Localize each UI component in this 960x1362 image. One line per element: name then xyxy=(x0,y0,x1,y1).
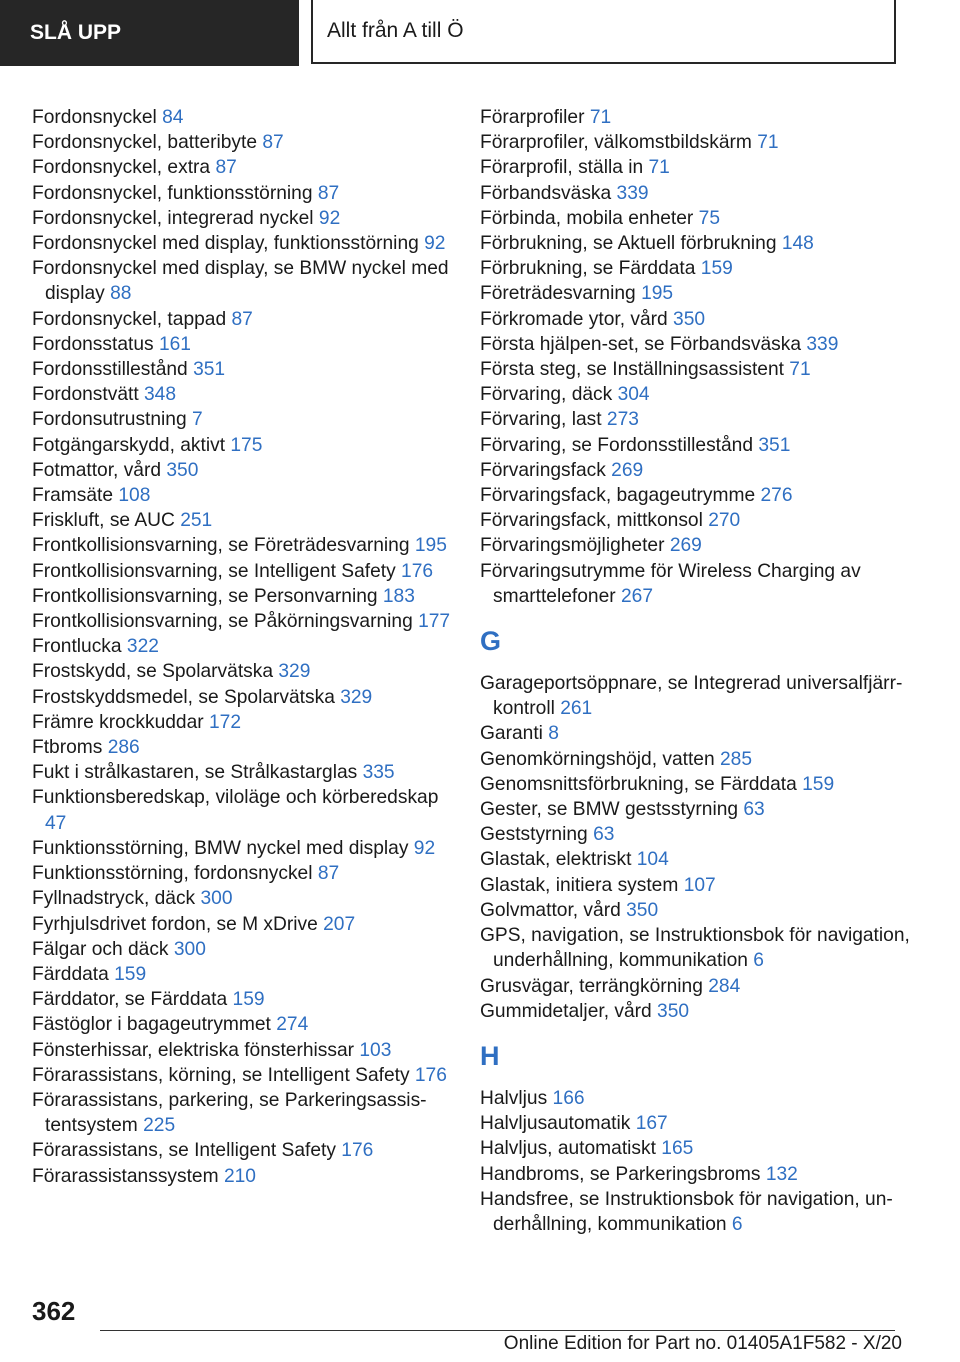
index-entry-text: Fyrhjulsdrivet fordon, se M xDrive xyxy=(32,913,318,935)
index-entry xyxy=(480,1136,920,1161)
index-entry-text: Förvaring, däck xyxy=(480,384,613,406)
page-link[interactable]: 108 xyxy=(118,485,151,507)
index-column-left xyxy=(32,105,452,1189)
page-link[interactable]: 161 xyxy=(158,333,191,355)
index-entry-text: Fukt i strålkastaren, se Strålkastarglas xyxy=(32,762,358,784)
edition-footer: Online Edition for Part no. 01405A1F582 - X/20 xyxy=(503,1333,902,1354)
index-entry-text: Främre krockkuddar xyxy=(32,711,204,733)
index-entry-text: Halvljusautomatik xyxy=(480,1113,631,1135)
page-link[interactable]: 284 xyxy=(708,975,741,997)
section-letter-h: H xyxy=(480,1040,500,1071)
page-link[interactable]: 92 xyxy=(424,233,446,255)
page-link[interactable]: 132 xyxy=(765,1163,798,1185)
index-entry-text: Genomkörningshöjd, vatten xyxy=(480,748,715,770)
index-entry-text: Fönsterhissar, elektriska fönsterhissar xyxy=(32,1039,355,1061)
index-entry xyxy=(32,912,452,937)
index-entry-text: Förarprofiler, välkomstbildskärm xyxy=(480,132,752,154)
index-entry-text: Fordonstvätt xyxy=(32,384,139,406)
index-entry xyxy=(32,634,452,659)
index-entry xyxy=(480,256,920,281)
index-entry xyxy=(480,458,920,483)
page-link[interactable]: 47 xyxy=(45,812,67,834)
index-entry xyxy=(480,281,920,306)
index-entry-text: Fästöglor i bagageutrymmet xyxy=(32,1014,271,1036)
page-link[interactable]: 6 xyxy=(731,1213,743,1235)
index-entry xyxy=(480,130,920,155)
index-entry xyxy=(32,155,452,180)
index-entry xyxy=(480,1111,920,1136)
index-entry xyxy=(32,256,452,306)
index-entry-text: Fordonsnyckel med display, funktionsstörning xyxy=(32,233,419,255)
index-entry xyxy=(32,105,452,130)
index-entry-text: Golvmattor, vård xyxy=(480,899,621,921)
page-link[interactable]: 210 xyxy=(223,1165,256,1187)
index-entry-text: Frontkollisionsvarning, se Påkörningsvarning xyxy=(32,611,413,633)
index-entry xyxy=(32,307,452,332)
index-entry-text: Framsäte xyxy=(32,485,114,507)
index-entry-text: Funktionsstörning, fordonsnyckel xyxy=(32,863,313,885)
index-entry-text: Förvaringsfack, mittkonsol xyxy=(480,510,703,532)
index-entry-text: Förvaringsmöjligheter xyxy=(480,535,665,557)
index-entry xyxy=(32,1012,452,1037)
index-entry xyxy=(32,609,452,634)
page-link[interactable]: 300 xyxy=(200,888,233,910)
index-entry-text: Fordonsutrustning xyxy=(32,409,187,431)
index-entry xyxy=(480,671,920,721)
index-entry-text: Fordonsnyckel, extra xyxy=(32,157,211,179)
page-link[interactable]: 6 xyxy=(753,950,764,972)
index-entry-text: Fordonsnyckel, funktionsstörning xyxy=(32,182,313,204)
index-entry xyxy=(32,508,452,533)
index-entry xyxy=(32,861,452,886)
page-number: 362 xyxy=(32,1296,76,1326)
index-entry-text: Fotgängarskydd, aktivt xyxy=(32,434,226,456)
index-entry-text: Frontlucka xyxy=(32,636,122,658)
index-entry-text: Förarassistans, se Intelligent Safety xyxy=(32,1140,336,1162)
index-entry-text: Ftbroms xyxy=(32,737,103,759)
index-entry xyxy=(480,433,920,458)
page-link[interactable]: 350 xyxy=(626,899,659,921)
index-entry xyxy=(32,533,452,558)
index-entry xyxy=(480,332,920,357)
index-entry xyxy=(480,407,920,432)
index-column-right xyxy=(480,105,920,1237)
index-entry xyxy=(32,685,452,710)
index-entry-text: Frontkollisionsvarning, se Personvarning xyxy=(32,585,378,607)
index-entry xyxy=(32,382,452,407)
index-entry xyxy=(32,357,452,382)
index-entry xyxy=(480,231,920,256)
page-link[interactable]: 8 xyxy=(548,723,559,745)
index-entry-text: Gummidetaljer, vård xyxy=(480,1000,652,1022)
index-entry xyxy=(480,181,920,206)
page-link[interactable]: 104 xyxy=(636,849,669,871)
page-link[interactable]: 273 xyxy=(606,409,639,431)
index-entry-text: Fordonsnyckel xyxy=(32,107,157,128)
page-link[interactable]: 176 xyxy=(401,560,434,582)
index-entry xyxy=(32,785,452,835)
page-link[interactable]: 207 xyxy=(323,913,356,935)
index-entry xyxy=(480,923,920,973)
index-entry-text: Första hjälpen-set, se Förbandsväska xyxy=(480,333,802,355)
index-entry-text: Geststyrning xyxy=(480,824,588,846)
index-entry-text: Handsfree, se Instruktionsbok för navigation, underhållning, kommunikation xyxy=(480,1188,893,1235)
page-link[interactable]: 339 xyxy=(616,182,649,204)
index-entry-text: Handbroms, se Parkeringsbroms xyxy=(480,1163,761,1185)
page-link[interactable]: 87 xyxy=(262,132,284,154)
page-link[interactable]: 88 xyxy=(110,283,132,305)
index-entry xyxy=(480,873,920,898)
index-entry-text: Förbrukning, se Färddata xyxy=(480,258,696,280)
index-entry xyxy=(480,847,920,872)
page-link[interactable]: 84 xyxy=(162,107,184,128)
index-entry-text: Frostskyddsmedel, se Spolarvätska xyxy=(32,686,335,708)
index-entry-text: Förbrukning, se Aktuell förbrukning xyxy=(480,233,777,255)
index-entry xyxy=(480,155,920,180)
index-entry xyxy=(480,307,920,332)
index-entry xyxy=(480,105,920,130)
index-entry-text: Förbinda, mobila enheter xyxy=(480,207,694,229)
index-entry xyxy=(480,898,920,923)
index-entry xyxy=(32,760,452,785)
page-link[interactable]: 159 xyxy=(700,258,733,280)
index-entry xyxy=(480,382,920,407)
index-entry xyxy=(480,483,920,508)
index-entry xyxy=(32,1038,452,1063)
index-entry xyxy=(480,772,920,797)
index-entry-text: Förarprofil, ställa in xyxy=(480,157,644,179)
index-entry xyxy=(480,206,920,231)
page-link[interactable]: 71 xyxy=(589,107,612,128)
index-group-g xyxy=(480,671,920,1024)
index-entry-text: Första steg, se Inställningsassistent xyxy=(480,359,784,381)
index-entry-text: Fotmattor, vård xyxy=(32,459,162,481)
page-link[interactable]: 63 xyxy=(743,799,765,821)
index-entry xyxy=(480,1086,920,1111)
index-entry-text: Förarassistanssystem xyxy=(32,1165,219,1187)
index-entry xyxy=(32,886,452,911)
page-link[interactable]: 351 xyxy=(193,359,226,381)
index-entry xyxy=(32,584,452,609)
index-entry xyxy=(32,1164,452,1189)
index-entry-text: Förvaringsutrymme för Wireless Charging av smarttelefoner xyxy=(480,560,861,607)
page-link[interactable]: 159 xyxy=(232,989,265,1011)
page-link[interactable]: 92 xyxy=(413,837,436,859)
page-link[interactable]: 175 xyxy=(230,434,263,456)
index-entry xyxy=(32,206,452,231)
page-link[interactable]: 71 xyxy=(789,359,811,381)
index-entry xyxy=(32,987,452,1012)
page-link[interactable]: 335 xyxy=(362,762,395,784)
section-letter-g: G xyxy=(480,626,502,657)
index-entry-text: Fordonsstillestånd xyxy=(32,359,188,381)
page-link[interactable]: 183 xyxy=(382,585,415,607)
index-entry xyxy=(32,332,452,357)
index-entry xyxy=(32,1088,452,1138)
index-group-h xyxy=(480,1086,920,1237)
index-entry xyxy=(480,721,920,746)
index-entry xyxy=(32,407,452,432)
page-link[interactable]: 269 xyxy=(611,459,644,481)
index-entry-text: Färddator, se Färddata xyxy=(32,989,228,1011)
index-entry xyxy=(32,1138,452,1163)
index-entry xyxy=(32,433,452,458)
index-entry xyxy=(32,735,452,760)
index-entry xyxy=(480,508,920,533)
page-link[interactable]: 87 xyxy=(231,308,253,330)
index-entry xyxy=(480,797,920,822)
page-link[interactable]: 350 xyxy=(657,1000,690,1022)
index-entry-text: Företrädesvarning xyxy=(480,283,636,305)
index-entry-text: Förvaring, last xyxy=(480,409,602,431)
index-entry-text: Friskluft, se AUC xyxy=(32,510,175,532)
page-link[interactable]: 267 xyxy=(620,585,653,607)
page-link[interactable]: 251 xyxy=(180,510,213,532)
index-entry-text: Förbandsväska xyxy=(480,182,612,204)
index-entry xyxy=(32,559,452,584)
index-entry-text: Fordonsnyckel, batteribyte xyxy=(32,132,258,154)
page-link[interactable]: 165 xyxy=(661,1138,694,1160)
index-entry-text: Förvaring, se Fordonsstillestånd xyxy=(480,434,754,456)
index-entry xyxy=(32,710,452,735)
index-entry-text: Fordonsnyckel, integrerad nyckel xyxy=(32,207,314,229)
index-entry-text: Förarassistans, parkering, se Parkeringsassistentsystem xyxy=(32,1089,427,1137)
index-entry-text: Fyllnadstryck, däck xyxy=(32,888,196,910)
index-entry-text: Förarprofiler xyxy=(480,107,585,128)
index-entry xyxy=(480,559,920,609)
index-entry xyxy=(32,659,452,684)
index-entry-text: Förvaringsfack xyxy=(480,459,606,481)
page-link[interactable]: 351 xyxy=(758,434,791,456)
page-link[interactable]: 159 xyxy=(114,963,147,985)
index-entry xyxy=(32,130,452,155)
page-link[interactable]: 286 xyxy=(107,737,140,759)
page-link[interactable]: 166 xyxy=(552,1087,585,1109)
page-link[interactable]: 276 xyxy=(760,485,793,507)
tab-look-up[interactable]: SLÅ UPP xyxy=(0,0,299,66)
page-link[interactable]: 71 xyxy=(757,132,779,154)
footer-divider xyxy=(100,1330,895,1331)
index-entry-text: Förkromade ytor, vård xyxy=(480,308,668,330)
page-link[interactable]: 322 xyxy=(126,636,159,658)
index-entry xyxy=(32,1063,452,1088)
index-entry-text: Färddata xyxy=(32,963,109,985)
index-entry xyxy=(32,962,452,987)
index-entry xyxy=(32,836,452,861)
index-entry xyxy=(480,822,920,847)
index-entry-text: Genomsnittsförbrukning, se Färddata xyxy=(480,773,797,795)
page-link[interactable]: 270 xyxy=(708,510,741,532)
page-link[interactable]: 285 xyxy=(720,748,753,770)
index-entry-text: Fordonsnyckel, tappad xyxy=(32,308,227,330)
index-entry-text: Glastak, elektriskt xyxy=(480,849,632,871)
page-link[interactable]: 300 xyxy=(173,938,206,960)
index-entry xyxy=(32,483,452,508)
index-entry-text: Förarassistans, körning, se Intelligent Safety xyxy=(32,1064,410,1086)
index-entry xyxy=(32,231,452,256)
index-entry xyxy=(480,533,920,558)
page-link[interactable]: 225 xyxy=(143,1115,176,1137)
page-link[interactable]: 176 xyxy=(341,1140,374,1162)
index-entry xyxy=(32,937,452,962)
page-link[interactable]: 92 xyxy=(318,207,341,229)
page-link[interactable]: 107 xyxy=(683,874,716,896)
index-entry xyxy=(480,999,920,1024)
index-entry-text: Garanti xyxy=(480,723,543,745)
page-link[interactable]: 274 xyxy=(276,1014,309,1036)
page-link[interactable]: 195 xyxy=(414,535,447,557)
index-entry-text: Gester, se BMW gestsstyrning xyxy=(480,799,739,821)
index-entry-text: Frontkollisionsvarning, se Företrädesvarning xyxy=(32,535,410,557)
index-entry xyxy=(480,974,920,999)
index-entry-text: Fordonsnyckel med display, se BMW nyckel med display xyxy=(32,258,449,305)
index-entry-text: Halvljus xyxy=(480,1087,548,1109)
index-entry-text: Funktionsberedskap, viloläge och körberedskap xyxy=(32,787,439,809)
index-entry-text: Halvljus, automatiskt xyxy=(480,1138,656,1160)
index-entry-text: Fordonsstatus xyxy=(32,333,154,355)
index-group-f xyxy=(480,105,920,609)
page-link[interactable]: 350 xyxy=(166,459,199,481)
page-link[interactable]: 172 xyxy=(209,711,242,733)
page-link[interactable]: 75 xyxy=(698,207,721,229)
page-link[interactable]: 269 xyxy=(669,535,702,557)
section-title: Allt från A till Ö xyxy=(311,0,896,64)
page-link[interactable]: 329 xyxy=(278,661,311,683)
page-link[interactable]: 329 xyxy=(340,686,373,708)
index-entry-text: Garageportsöppnare, se Integrerad universalfjärrkontroll xyxy=(480,673,903,720)
index-entry-text: Glastak, initiera system xyxy=(480,874,679,896)
index-entry xyxy=(480,1162,920,1187)
index-entry xyxy=(32,181,452,206)
page-link[interactable]: 348 xyxy=(144,384,177,406)
page-link[interactable]: 261 xyxy=(560,698,593,720)
index-entry-text: Grusvägar, terrängkörning xyxy=(480,975,703,997)
index-entry-text: Frostskydd, se Spolarvätska xyxy=(32,661,274,683)
index-entry-text: Funktionsstörning, BMW nyckel med display xyxy=(32,837,409,859)
page-link[interactable]: 87 xyxy=(215,157,237,179)
index-entry xyxy=(480,357,920,382)
index-entry-text: GPS, navigation, se Instruktionsbok för navigation, underhållning, kommunikation xyxy=(480,925,910,972)
page-link[interactable]: 304 xyxy=(617,384,650,406)
page-link[interactable]: 103 xyxy=(359,1039,392,1061)
page-link[interactable]: 63 xyxy=(593,824,615,846)
page-link[interactable]: 87 xyxy=(317,182,340,204)
page-link[interactable]: 167 xyxy=(635,1113,668,1135)
page-header xyxy=(0,0,960,66)
index-entry-text: Frontkollisionsvarning, se Intelligent Safety xyxy=(32,560,396,582)
page-link[interactable]: 195 xyxy=(641,283,674,305)
page-link[interactable]: 7 xyxy=(192,409,203,431)
page-link[interactable]: 339 xyxy=(806,333,839,355)
page-link[interactable]: 350 xyxy=(673,308,706,330)
page-link[interactable]: 176 xyxy=(414,1064,447,1086)
page-link[interactable]: 87 xyxy=(317,863,340,885)
index-entry xyxy=(32,458,452,483)
index-entry-text: Fälgar och däck xyxy=(32,938,169,960)
page-link[interactable]: 148 xyxy=(781,233,814,255)
page-link[interactable]: 177 xyxy=(418,611,451,633)
page-link[interactable]: 71 xyxy=(648,157,670,179)
index-entry-text: Förvaringsfack, bagageutrymme xyxy=(480,485,756,507)
page-link[interactable]: 159 xyxy=(802,773,835,795)
index-entry xyxy=(480,1187,920,1237)
index-entry xyxy=(480,747,920,772)
